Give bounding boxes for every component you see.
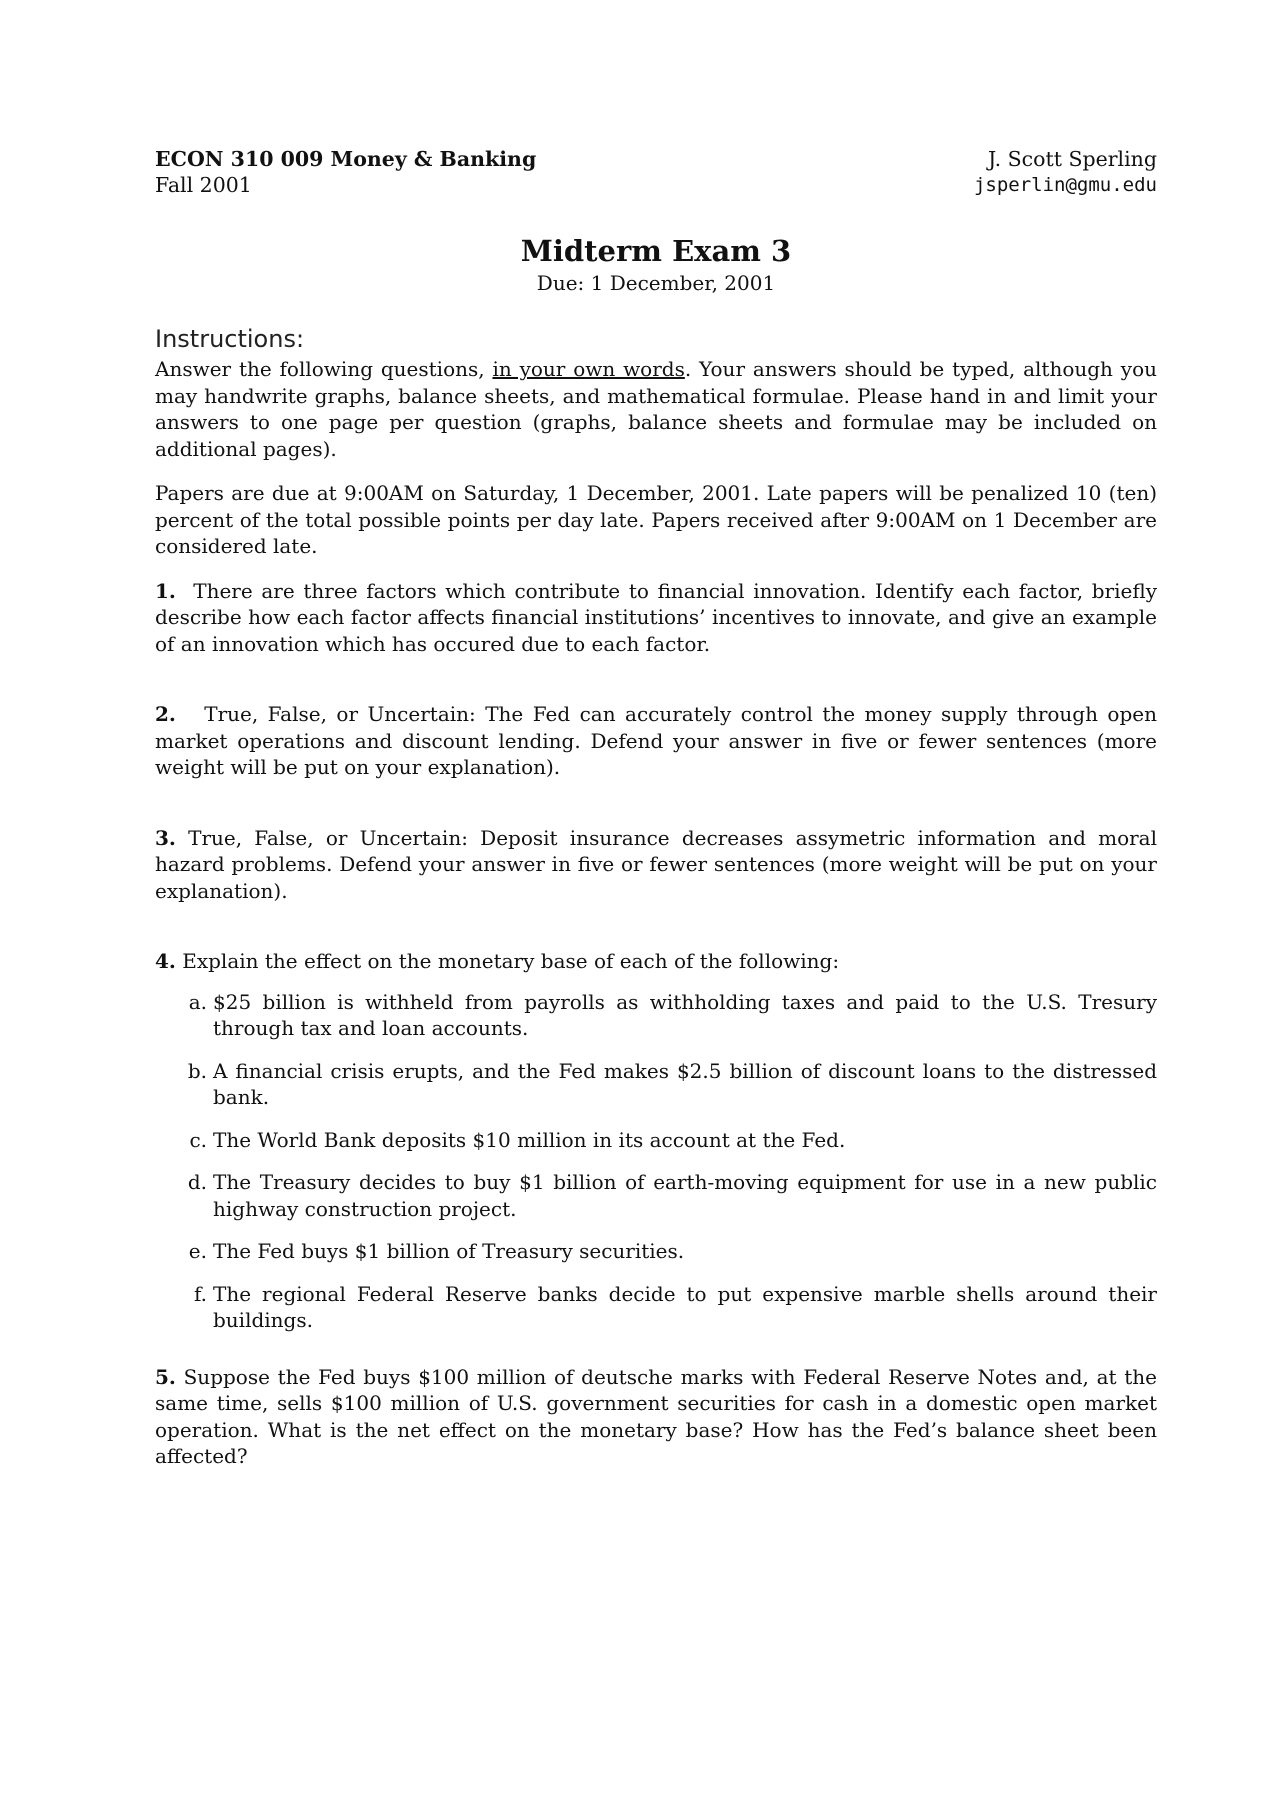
- page-title: Midterm Exam 3: [520, 234, 792, 268]
- question-1: [155, 578, 1157, 658]
- question-number: 1.: [155, 578, 176, 603]
- instructions-paragraph-2: Papers are due at 9:00AM on Saturday, 1 December, 2001. Late papers will be penalized 10 (ten) percent of the total possible points per day late. Papers received after 9:00AM on 1 December are considered late.: [155, 481, 1157, 558]
- instructor-name: J. Scott Sperling: [987, 147, 1157, 171]
- list-item: [181, 989, 1157, 1042]
- question-4-items: [155, 989, 1157, 1334]
- item-label: c.: [189, 1127, 207, 1152]
- item-label: b.: [187, 1058, 207, 1083]
- question-text: Explain the effect on the monetary base of each of the following:: [182, 949, 840, 973]
- instructions-heading: Instructions:: [155, 325, 305, 353]
- question-number: 3.: [155, 825, 176, 850]
- instructions-underlined: in your own words: [492, 357, 685, 381]
- list-item: [181, 1281, 1157, 1334]
- due-date: Due: 1 December, 2001: [536, 271, 776, 295]
- question-2: [155, 701, 1157, 781]
- instructions-paragraph-1: [155, 356, 1157, 462]
- item-text: A financial crisis erupts, and the Fed makes $2.5 billion of discount loans to the distressed bank.: [213, 1058, 1157, 1109]
- question-text: True, False, or Uncertain: Deposit insurance decreases assymetric information and moral hazard problems. Defend your answer in five or fewer sentences (more weight will be put on your explanation).: [155, 825, 1157, 903]
- question-text: True, False, or Uncertain: The Fed can accurately control the money supply through open market operations and discount lending. Defend your answer in five or fewer sentences (more weight will be put on your explanation).: [155, 702, 1157, 779]
- item-text: The regional Federal Reserve banks decide to put expensive marble shells around their buildings.: [213, 1281, 1157, 1332]
- term: Fall 2001: [155, 173, 252, 197]
- question-5: [155, 1364, 1157, 1470]
- item-text: The Treasury decides to buy $1 billion of earth-moving equipment for use in a new public highway construction project.: [213, 1170, 1157, 1221]
- question-3: [155, 825, 1157, 905]
- list-item: [181, 1169, 1157, 1222]
- question-4: [155, 948, 1157, 975]
- item-label: e.: [188, 1239, 207, 1263]
- item-text: $25 billion is withheld from payrolls as withholding taxes and paid to the U.S. Tresury through tax and loan accounts.: [213, 989, 1157, 1040]
- instructor-email: jsperlin@gmu.edu: [973, 174, 1157, 196]
- item-text: The World Bank deposits $10 million in its account at the Fed.: [213, 1127, 846, 1152]
- header: [155, 146, 1157, 198]
- list-item: [181, 1238, 1157, 1265]
- header-right: [974, 146, 1157, 198]
- list-item: [181, 1127, 1157, 1154]
- item-text: The Fed buys $1 billion of Treasury securities.: [213, 1239, 685, 1263]
- item-label: d.: [187, 1170, 207, 1194]
- course-title: ECON 310 009 Money & Banking: [155, 147, 537, 171]
- item-label: f.: [193, 1281, 207, 1306]
- header-left: [155, 146, 536, 198]
- instructions-text-b: . Your answers should be typed, although you may handwrite graphs, balance sheets, and mathematical formulae. Please hand in and limit your answers to one page per question (graphs, balance sheets and formulae may be included on additional pages).: [155, 357, 1157, 461]
- item-label: a.: [188, 989, 207, 1014]
- question-text: There are three factors which contribute to financial innovation. Identify each factor, briefly describe how each factor affects financial institutions’ incentives to innovate, and give an example of an innovation which has occured due to each factor.: [155, 578, 1157, 656]
- question-number: 4.: [155, 949, 176, 973]
- list-item: [181, 1058, 1157, 1111]
- question-number: 5.: [155, 1364, 176, 1389]
- exam-page: [155, 146, 1157, 1470]
- question-text: Suppose the Fed buys $100 million of deutsche marks with Federal Reserve Notes and, at the same time, sells $100 million of U.S. government securities for cash in a domestic open market operation. What is the net effect on the monetary base? How has the Fed’s balance sheet been affected?: [155, 1364, 1157, 1468]
- question-number: 2.: [155, 702, 176, 726]
- instructions-text-a: Answer the following questions,: [155, 357, 493, 381]
